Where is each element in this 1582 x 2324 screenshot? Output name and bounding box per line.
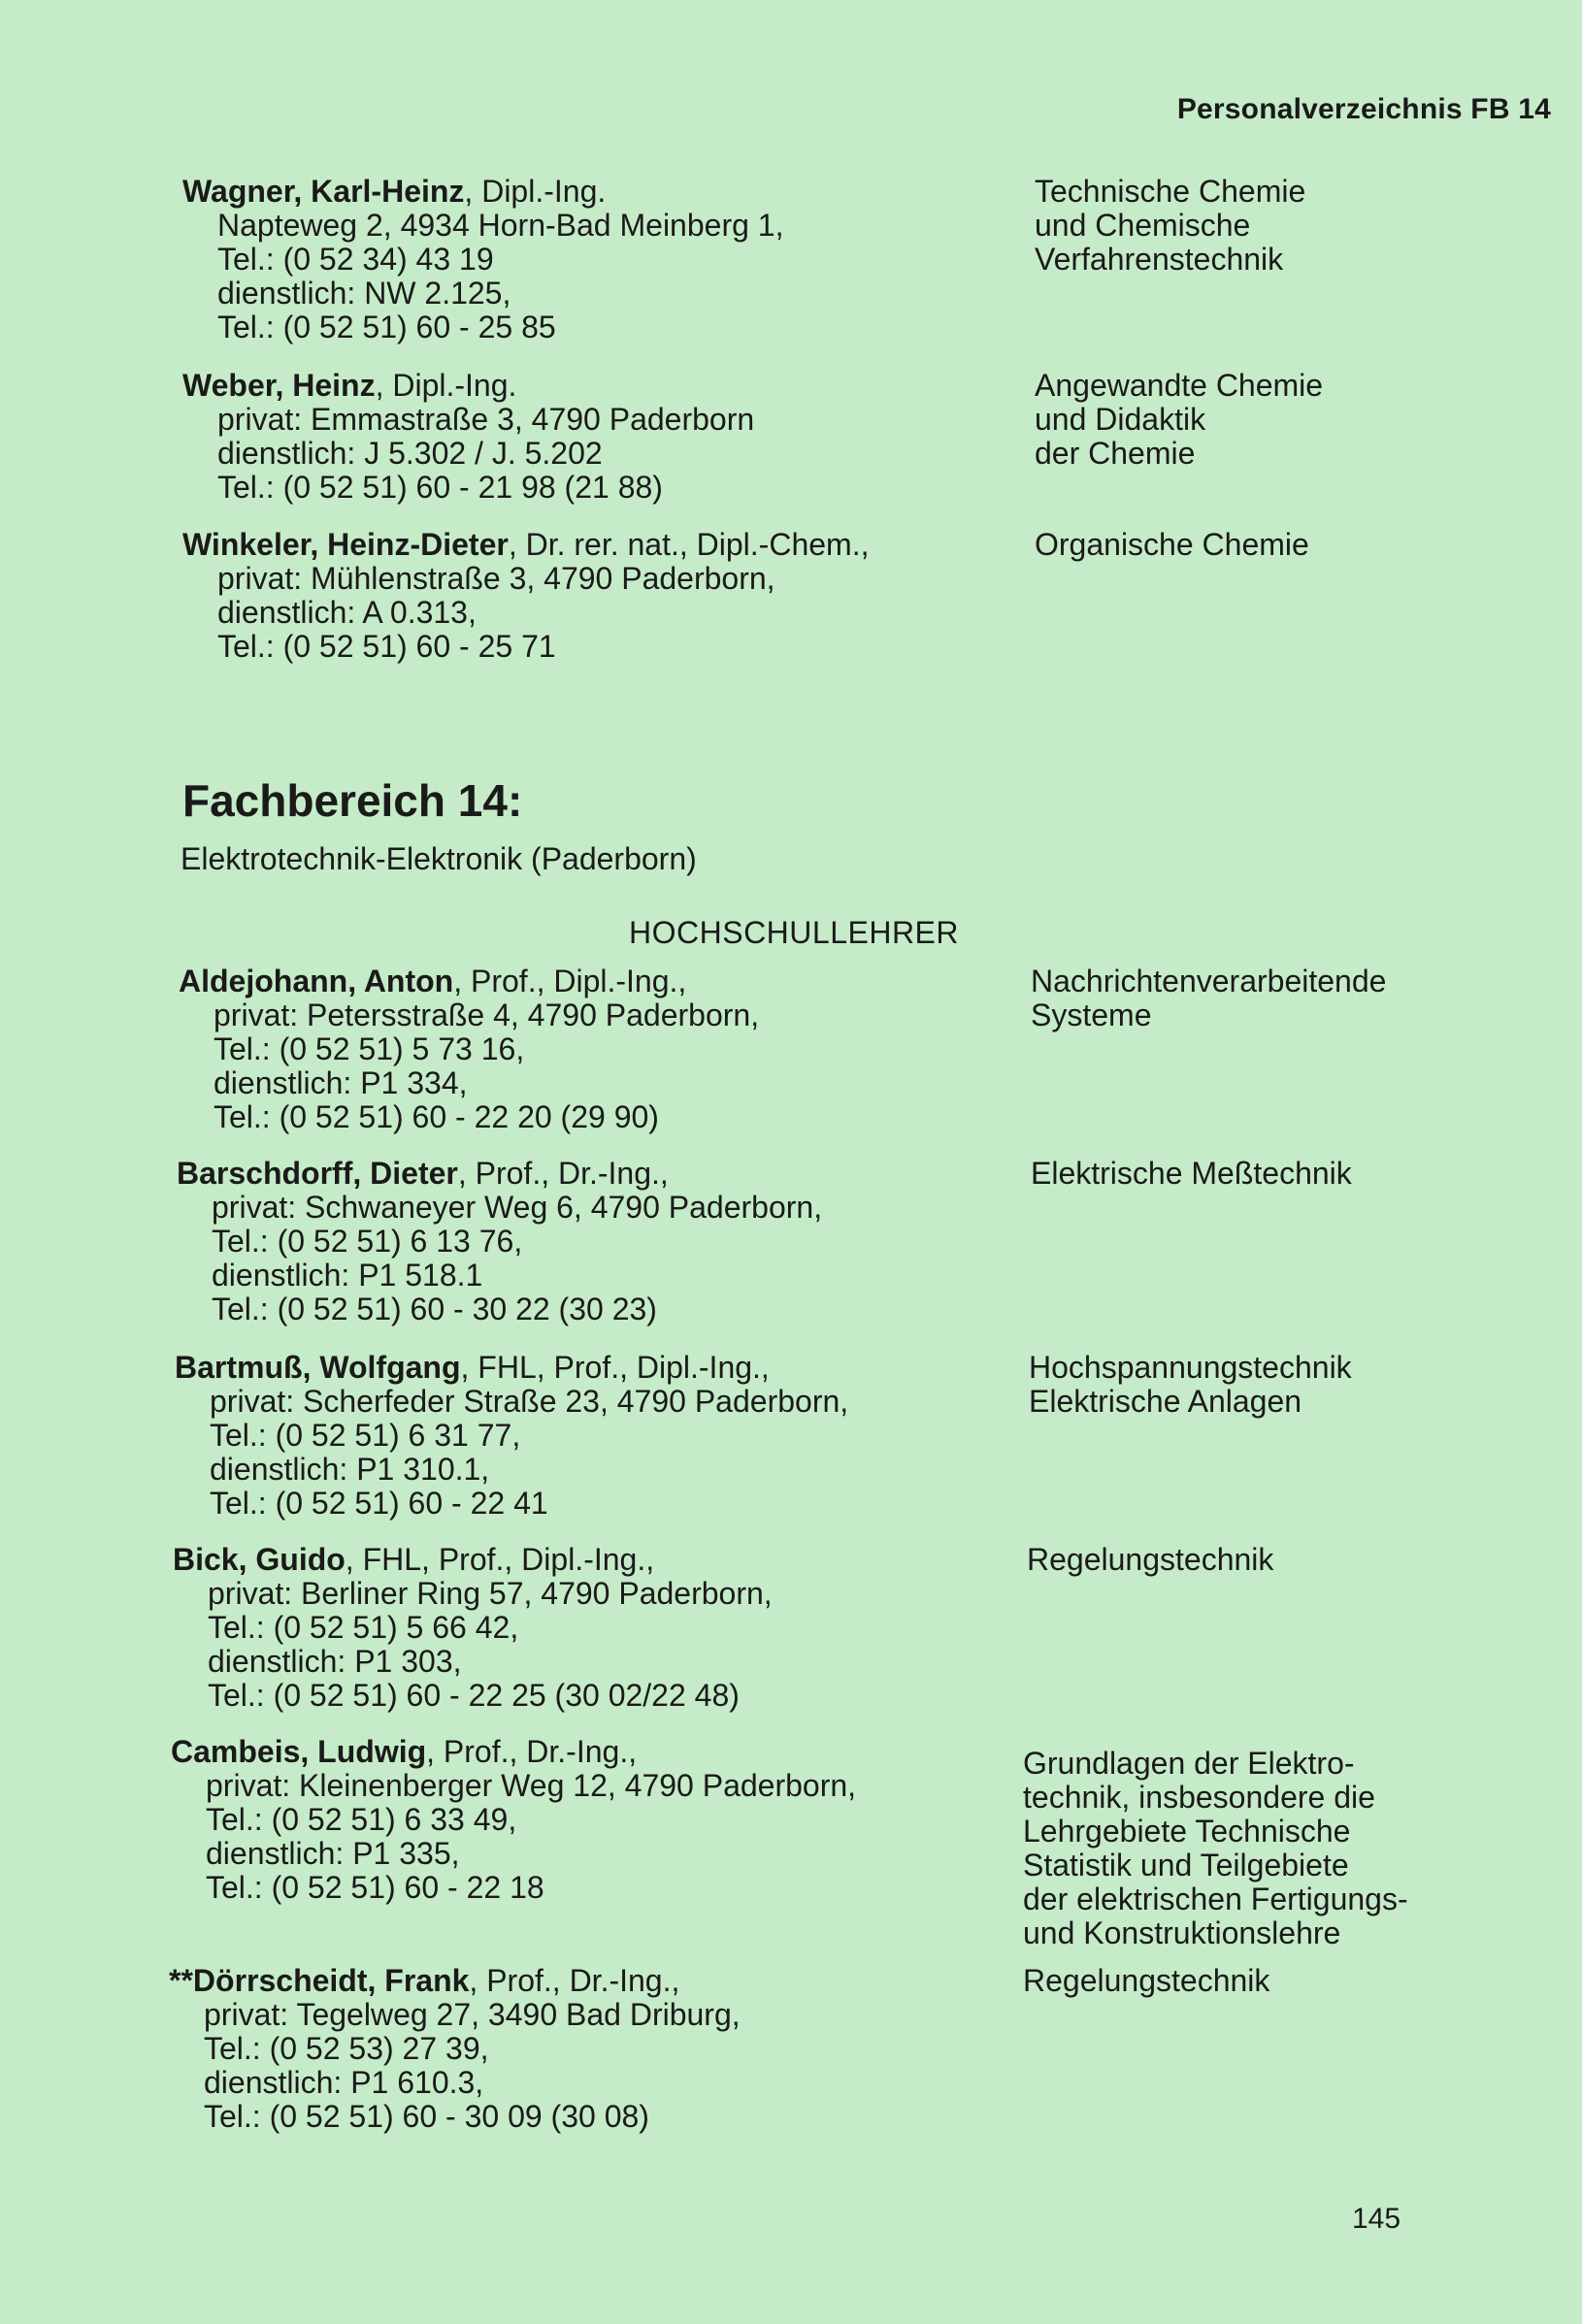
staff-subject bbox=[1023, 1964, 1528, 1998]
subject-line: und Chemische bbox=[1035, 208, 1251, 243]
office-phone-line: Tel.: (0 52 51) 60 - 22 41 bbox=[210, 1486, 548, 1521]
office-line: dienstlich: P1 334, bbox=[214, 1065, 468, 1100]
staff-name: Weber, Heinz bbox=[182, 368, 376, 403]
subject-line: Organische Chemie bbox=[1035, 527, 1309, 562]
staff-subject bbox=[1031, 1157, 1535, 1191]
staff-subject bbox=[1023, 1747, 1528, 1950]
staff-entry-contact bbox=[177, 1157, 1011, 1326]
office-line: dienstlich: P1 518.1 bbox=[212, 1258, 483, 1293]
subject-line: Elektrische Anlagen bbox=[1029, 1384, 1302, 1419]
phone-line: Tel.: (0 52 51) 6 31 77, bbox=[210, 1418, 521, 1453]
office-line: dienstlich: P1 610.3, bbox=[204, 2065, 484, 2100]
subject-line: Verfahrenstechnik bbox=[1035, 242, 1284, 277]
subject-line: Hochspannungstechnik bbox=[1029, 1350, 1352, 1385]
subject-line: technik, insbesondere die bbox=[1023, 1780, 1375, 1815]
staff-subject bbox=[1031, 965, 1535, 1032]
office-line: dienstlich: P1 310.1, bbox=[210, 1452, 490, 1487]
staff-prefix: ** bbox=[169, 1963, 193, 1998]
staff-subject bbox=[1027, 1543, 1532, 1577]
subject-line: der Chemie bbox=[1035, 436, 1196, 471]
staff-entry-contact bbox=[175, 1351, 1009, 1521]
subject-line: Regelungstechnik bbox=[1023, 1963, 1270, 1998]
staff-entry-contact bbox=[182, 369, 1017, 505]
staff-title: , Prof., Dr.-Ing., bbox=[426, 1734, 638, 1769]
staff-title: , Prof., Dr.-Ing., bbox=[469, 1963, 680, 1998]
staff-name: Bartmuß, Wolfgang bbox=[175, 1350, 461, 1385]
subject-line: Nachrichtenverarbeitende bbox=[1031, 964, 1387, 998]
office-line: dienstlich: P1 303, bbox=[208, 1644, 462, 1679]
staff-title: , Prof., Dr.-Ing., bbox=[457, 1156, 669, 1191]
subject-line: und Didaktik bbox=[1035, 402, 1206, 437]
address-line: privat: Berliner Ring 57, 4790 Paderborn, bbox=[208, 1576, 773, 1611]
staff-entry-contact bbox=[173, 1543, 1007, 1713]
subject-line: Statistik und Teilgebiete bbox=[1023, 1848, 1349, 1882]
phone-line: Tel.: (0 52 51) 5 73 16, bbox=[214, 1031, 525, 1066]
office-line: dienstlich: A 0.313, bbox=[217, 595, 477, 630]
office-phone-line: Tel.: (0 52 51) 60 - 25 85 bbox=[217, 310, 556, 344]
staff-subject bbox=[1035, 369, 1539, 471]
subject-line: Elektrische Meßtechnik bbox=[1031, 1156, 1352, 1191]
staff-entry-contact bbox=[179, 965, 1013, 1134]
staff-entry-contact bbox=[169, 1964, 1004, 2134]
staff-name: Cambeis, Ludwig bbox=[171, 1734, 427, 1769]
address-line: privat: Kleinenberger Weg 12, 4790 Paderborn, bbox=[206, 1768, 857, 1803]
staff-subject bbox=[1035, 528, 1539, 562]
staff-title: , FHL, Prof., Dipl.-Ing., bbox=[460, 1350, 770, 1385]
staff-name: Dörrscheidt, Frank bbox=[192, 1963, 470, 1998]
subject-line: der elektrischen Fertigungs- bbox=[1023, 1882, 1408, 1916]
staff-entry-contact bbox=[182, 528, 1017, 664]
staff-title: , FHL, Prof., Dipl.-Ing., bbox=[345, 1542, 655, 1577]
phone-line: Tel.: (0 52 34) 43 19 bbox=[217, 242, 494, 277]
staff-title: , Dipl.-Ing. bbox=[375, 368, 517, 403]
address-line: privat: Scherfeder Straße 23, 4790 Paderborn, bbox=[210, 1384, 849, 1419]
staff-title: , Dr. rer. nat., Dipl.-Chem., bbox=[508, 527, 870, 562]
phone-line: Tel.: (0 52 51) 6 13 76, bbox=[212, 1224, 523, 1259]
section-subtitle: Elektrotechnik-Elektronik (Paderborn) bbox=[181, 841, 697, 876]
office-phone-line: Tel.: (0 52 51) 60 - 22 25 (30 02/22 48) bbox=[208, 1678, 740, 1713]
staff-name: Bick, Guido bbox=[173, 1542, 346, 1577]
office-phone-line: Tel.: (0 52 51) 60 - 25 71 bbox=[217, 629, 556, 664]
office-phone-line: Tel.: (0 52 51) 60 - 21 98 (21 88) bbox=[217, 470, 663, 505]
office-line: dienstlich: J 5.302 / J. 5.202 bbox=[217, 436, 603, 471]
staff-entry-contact bbox=[182, 175, 1017, 344]
staff-name: Winkeler, Heinz-Dieter bbox=[182, 527, 509, 562]
subject-line: Systeme bbox=[1031, 998, 1152, 1032]
subject-line: Grundlagen der Elektro- bbox=[1023, 1746, 1355, 1781]
group-heading: HOCHSCHULLEHRER bbox=[629, 915, 959, 950]
subject-line: Angewandte Chemie bbox=[1035, 368, 1324, 403]
address-line: privat: Schwaneyer Weg 6, 4790 Paderborn, bbox=[212, 1190, 823, 1225]
subject-line: Technische Chemie bbox=[1035, 174, 1306, 209]
staff-title: , Prof., Dipl.-Ing., bbox=[453, 964, 687, 998]
staff-subject bbox=[1035, 175, 1539, 277]
phone-line: Tel.: (0 52 53) 27 39, bbox=[204, 2031, 489, 2066]
office-line: dienstlich: NW 2.125, bbox=[217, 276, 511, 311]
staff-entry-contact bbox=[171, 1735, 1005, 1905]
subject-line: und Konstruktionslehre bbox=[1023, 1915, 1341, 1950]
address-line: privat: Petersstraße 4, 4790 Paderborn, bbox=[214, 998, 760, 1032]
phone-line: Tel.: (0 52 51) 6 33 49, bbox=[206, 1802, 517, 1837]
office-phone-line: Tel.: (0 52 51) 60 - 30 22 (30 23) bbox=[212, 1292, 657, 1326]
phone-line: Tel.: (0 52 51) 5 66 42, bbox=[208, 1610, 519, 1645]
running-header: Personalverzeichnis FB 14 bbox=[1176, 93, 1551, 125]
staff-subject bbox=[1029, 1351, 1533, 1419]
staff-title: , Dipl.-Ing. bbox=[464, 174, 607, 209]
subject-line: Lehrgebiete Technische bbox=[1023, 1814, 1351, 1849]
address-line: privat: Mühlenstraße 3, 4790 Paderborn, bbox=[217, 561, 775, 596]
page-number: 145 bbox=[1352, 2203, 1401, 2235]
office-phone-line: Tel.: (0 52 51) 60 - 30 09 (30 08) bbox=[204, 2099, 649, 2134]
office-line: dienstlich: P1 335, bbox=[206, 1836, 460, 1871]
address-line: Napteweg 2, 4934 Horn-Bad Meinberg 1, bbox=[217, 208, 784, 243]
address-line: privat: Emmastraße 3, 4790 Paderborn bbox=[217, 402, 755, 437]
subject-line: Regelungstechnik bbox=[1027, 1542, 1274, 1577]
office-phone-line: Tel.: (0 52 51) 60 - 22 18 bbox=[206, 1870, 544, 1905]
staff-name: Barschdorff, Dieter bbox=[177, 1156, 458, 1191]
address-line: privat: Tegelweg 27, 3490 Bad Driburg, bbox=[204, 1997, 741, 2032]
staff-name: Aldejohann, Anton bbox=[179, 964, 454, 998]
section-title: Fachbereich 14: bbox=[182, 775, 523, 826]
office-phone-line: Tel.: (0 52 51) 60 - 22 20 (29 90) bbox=[214, 1099, 659, 1134]
staff-name: Wagner, Karl-Heinz bbox=[182, 174, 465, 209]
